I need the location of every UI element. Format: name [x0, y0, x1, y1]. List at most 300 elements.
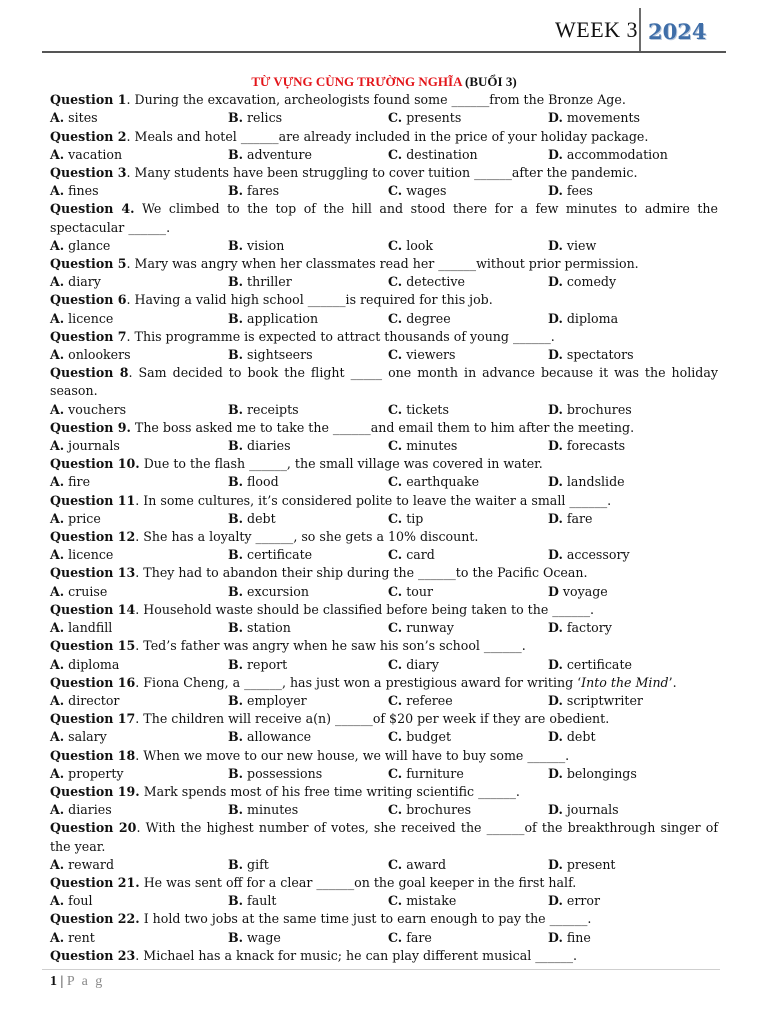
option-text: reward	[64, 856, 115, 872]
option-text: landslide	[562, 474, 625, 490]
options-row	[50, 892, 718, 910]
option-a	[50, 310, 228, 328]
question-15	[50, 637, 718, 655]
option-letter: A.	[50, 692, 65, 708]
option-text: flood	[243, 474, 279, 490]
question-text: . They had to abandon their ship during the ______to the Pacific Ocean.	[135, 565, 588, 581]
question-10	[50, 455, 718, 473]
option-b	[228, 929, 388, 947]
option-text: cruise	[64, 583, 108, 599]
options-row	[50, 310, 718, 328]
option-d	[548, 109, 718, 127]
option-letter: B.	[228, 183, 244, 199]
question-1	[50, 91, 718, 109]
option-letter: C.	[388, 438, 403, 454]
option-b	[228, 346, 388, 364]
option-letter: A.	[50, 893, 65, 909]
option-letter: B.	[228, 856, 244, 872]
option-letter: A.	[50, 656, 65, 672]
question-text: . Household waste should be classified before being taken to the ______.	[135, 601, 595, 617]
option-text: vision	[243, 237, 285, 253]
option-c	[388, 146, 548, 164]
option-letter: B.	[228, 692, 244, 708]
option-letter: D.	[548, 620, 563, 636]
option-d	[548, 801, 718, 819]
option-a	[50, 728, 228, 746]
option-letter: A.	[50, 183, 65, 199]
option-a	[50, 237, 228, 255]
option-text: fines	[64, 183, 99, 199]
option-text: presents	[402, 110, 462, 126]
option-text: fault	[243, 893, 277, 909]
option-text: diary	[402, 656, 439, 672]
option-letter: A.	[50, 237, 65, 253]
question-8	[50, 364, 718, 400]
question-12	[50, 528, 718, 546]
option-letter: B.	[228, 110, 244, 126]
question-text: . The children will receive a(n) ______of $20 per week if they are obedient.	[135, 711, 610, 727]
option-letter: D	[548, 583, 559, 599]
question-text: He was sent off for a clear ______on the goal keeper in the first half.	[139, 874, 577, 890]
option-letter: A.	[50, 583, 65, 599]
option-c	[388, 801, 548, 819]
question-label: Question 14	[50, 601, 136, 617]
option-a	[50, 109, 228, 127]
question-23	[50, 947, 718, 965]
option-letter: D.	[548, 893, 563, 909]
option-text: licence	[64, 310, 114, 326]
option-b	[228, 146, 388, 164]
worksheet-body	[50, 73, 718, 965]
options-row	[50, 929, 718, 947]
question-13	[50, 564, 718, 582]
option-letter: C.	[388, 929, 403, 945]
option-text: minutes	[402, 438, 458, 454]
options-row	[50, 437, 718, 455]
option-b	[228, 510, 388, 528]
option-text: voyage	[558, 583, 608, 599]
option-letter: B.	[228, 510, 244, 526]
option-d	[548, 583, 718, 601]
option-text: sites	[64, 110, 98, 126]
option-d	[548, 237, 718, 255]
question-label: Question 7	[50, 328, 127, 344]
option-c	[388, 619, 548, 637]
option-text: fine	[562, 929, 591, 945]
option-text: vouchers	[64, 401, 127, 417]
option-c	[388, 437, 548, 455]
option-text: gift	[243, 856, 269, 872]
option-letter: C.	[388, 474, 403, 490]
option-letter: B.	[228, 729, 244, 745]
question-label: Question 12	[50, 529, 136, 545]
option-text: certificate	[562, 656, 632, 672]
option-text: salary	[64, 729, 107, 745]
option-text: sightseers	[243, 347, 313, 363]
question-2	[50, 128, 718, 146]
option-a	[50, 401, 228, 419]
option-b	[228, 109, 388, 127]
title-session: (BUỔI 3)	[465, 74, 517, 89]
question-text: . Michael has a knack for music; he can play different musical ______.	[135, 947, 578, 963]
option-c	[388, 182, 548, 200]
option-letter: A.	[50, 347, 65, 363]
option-letter: B.	[228, 547, 244, 563]
question-22	[50, 910, 718, 928]
option-text: relics	[243, 110, 283, 126]
question-21	[50, 874, 718, 892]
option-a	[50, 801, 228, 819]
option-letter: A.	[50, 547, 65, 563]
option-letter: C.	[388, 802, 403, 818]
options-row	[50, 692, 718, 710]
option-letter: A.	[50, 620, 65, 636]
option-letter: C.	[388, 401, 403, 417]
question-16	[50, 674, 718, 692]
option-letter: C.	[388, 656, 403, 672]
option-a	[50, 546, 228, 564]
question-label: Question 11	[50, 492, 136, 508]
option-text: application	[243, 310, 319, 326]
option-text: fees	[562, 183, 593, 199]
option-text: spectators	[562, 347, 634, 363]
option-d	[548, 182, 718, 200]
option-letter: B.	[228, 438, 244, 454]
option-d	[548, 728, 718, 746]
options-row	[50, 856, 718, 874]
option-text: tip	[402, 510, 424, 526]
option-letter: D.	[548, 146, 563, 162]
question-text: . In some cultures, it’s considered polite to leave the waiter a small ______.	[135, 492, 612, 508]
title-main: TỪ VỰNG CÙNG TRƯỜNG NGHĨA	[251, 74, 462, 89]
option-d	[548, 929, 718, 947]
question-label: Question 10.	[50, 456, 140, 472]
header-rule	[42, 51, 726, 53]
options-row	[50, 583, 718, 601]
question-14	[50, 601, 718, 619]
option-letter: A.	[50, 510, 65, 526]
option-d	[548, 546, 718, 564]
option-text: licence	[64, 547, 114, 563]
option-text: station	[243, 620, 291, 636]
option-letter: B.	[228, 656, 244, 672]
option-letter: A.	[50, 274, 65, 290]
option-c	[388, 109, 548, 127]
option-text: diary	[64, 274, 101, 290]
option-text: factory	[562, 620, 612, 636]
option-b	[228, 728, 388, 746]
option-b	[228, 856, 388, 874]
option-a	[50, 437, 228, 455]
option-d	[548, 856, 718, 874]
option-text: error	[562, 893, 600, 909]
question-20	[50, 819, 718, 855]
question-4	[50, 200, 718, 236]
option-letter: D.	[548, 929, 563, 945]
option-c	[388, 892, 548, 910]
question-5	[50, 255, 718, 273]
option-letter: A.	[50, 802, 65, 818]
option-letter: B.	[228, 929, 244, 945]
question-label: Question 18	[50, 747, 136, 763]
question-label: Question 3	[50, 165, 127, 181]
options-row	[50, 237, 718, 255]
question-label: Question 8	[50, 365, 129, 381]
option-letter: C.	[388, 146, 403, 162]
option-letter: D.	[548, 347, 563, 363]
option-text: wage	[243, 929, 281, 945]
option-letter: D.	[548, 474, 563, 490]
option-letter: D.	[548, 401, 563, 417]
option-letter: A.	[50, 856, 65, 872]
question-text: . Sam decided to book the flight _____ one month in advance because it was the holiday season.	[50, 365, 718, 399]
question-label: Question 4.	[50, 201, 135, 217]
option-c	[388, 273, 548, 291]
options-row	[50, 473, 718, 491]
page-header	[0, 0, 768, 60]
option-b	[228, 692, 388, 710]
option-d	[548, 510, 718, 528]
option-a	[50, 765, 228, 783]
question-label: Question 16	[50, 674, 136, 690]
option-letter: B.	[228, 474, 244, 490]
option-a	[50, 182, 228, 200]
option-letter: C.	[388, 547, 403, 563]
option-a	[50, 856, 228, 874]
option-text: card	[402, 547, 435, 563]
option-d	[548, 273, 718, 291]
options-row	[50, 728, 718, 746]
option-text: tickets	[402, 401, 449, 417]
option-letter: D.	[548, 510, 563, 526]
question-3	[50, 164, 718, 182]
option-text: thriller	[243, 274, 292, 290]
option-text: landfill	[64, 620, 113, 636]
option-letter: D.	[548, 802, 563, 818]
question-18	[50, 747, 718, 765]
question-text-end: ’.	[668, 674, 677, 690]
option-text: onlookers	[64, 347, 131, 363]
option-text: diploma	[64, 656, 120, 672]
options-row	[50, 273, 718, 291]
page-number: 1	[50, 974, 57, 989]
question-label: Question 17	[50, 711, 136, 727]
option-text: possessions	[243, 765, 323, 781]
worksheet-title	[50, 73, 718, 91]
option-text: vacation	[64, 146, 123, 162]
option-letter: A.	[50, 729, 65, 745]
option-text: minutes	[243, 802, 299, 818]
question-text: . This programme is expected to attract thousands of young ______.	[126, 328, 555, 344]
option-a	[50, 929, 228, 947]
question-text: . With the highest number of votes, she received the ______of the breakthrough singer of the year.	[50, 820, 719, 854]
question-label: Question 20	[50, 820, 137, 836]
option-letter: A.	[50, 310, 65, 326]
option-d	[548, 892, 718, 910]
option-text: journals	[64, 438, 120, 454]
option-text: fire	[64, 474, 91, 490]
option-c	[388, 765, 548, 783]
option-letter: D.	[548, 274, 563, 290]
option-text: property	[64, 765, 124, 781]
question-text: . Having a valid high school ______is required for this job.	[126, 292, 493, 308]
option-text: fare	[402, 929, 432, 945]
option-d	[548, 473, 718, 491]
option-text: furniture	[402, 765, 464, 781]
option-text: brochures	[402, 802, 472, 818]
option-letter: B.	[228, 765, 244, 781]
option-d	[548, 346, 718, 364]
question-text: . Many students have been struggling to cover tuition ______after the pandemic.	[126, 165, 638, 181]
option-letter: B.	[228, 347, 244, 363]
option-c	[388, 656, 548, 674]
option-text: tour	[402, 583, 433, 599]
option-letter: C.	[388, 893, 403, 909]
option-text: diaries	[243, 438, 291, 454]
options-row	[50, 801, 718, 819]
question-label: Question 22.	[50, 911, 140, 927]
option-letter: B.	[228, 146, 244, 162]
option-letter: B.	[228, 583, 244, 599]
options-row	[50, 656, 718, 674]
question-label: Question 1	[50, 92, 127, 108]
option-letter: D.	[548, 656, 563, 672]
option-letter: B.	[228, 237, 244, 253]
option-text: viewers	[402, 347, 456, 363]
option-text: foul	[64, 893, 93, 909]
option-letter: C.	[388, 347, 403, 363]
option-letter: C.	[388, 583, 403, 599]
option-text: receipts	[243, 401, 299, 417]
question-text: Mark spends most of his free time writing scientific ______.	[139, 783, 520, 799]
option-text: detective	[402, 274, 465, 290]
option-letter: D.	[548, 183, 563, 199]
option-d	[548, 692, 718, 710]
option-text: degree	[402, 310, 451, 326]
option-c	[388, 237, 548, 255]
option-letter: C.	[388, 310, 403, 326]
option-b	[228, 656, 388, 674]
question-label: Question 19.	[50, 783, 140, 799]
option-c	[388, 692, 548, 710]
option-text: journals	[562, 802, 619, 818]
option-letter: D.	[548, 110, 563, 126]
question-label: Question 6	[50, 292, 127, 308]
option-d	[548, 619, 718, 637]
option-text: certificate	[243, 547, 313, 563]
option-text: excursion	[243, 583, 309, 599]
option-letter: C.	[388, 274, 403, 290]
option-text: comedy	[562, 274, 617, 290]
option-a	[50, 619, 228, 637]
option-c	[388, 473, 548, 491]
option-b	[228, 237, 388, 255]
option-text: belongings	[562, 765, 637, 781]
option-text: scriptwriter	[562, 692, 643, 708]
options-row	[50, 510, 718, 528]
option-a	[50, 692, 228, 710]
option-d	[548, 146, 718, 164]
option-letter: D.	[548, 729, 563, 745]
option-d	[548, 765, 718, 783]
option-text: fare	[562, 510, 593, 526]
question-title-italic: Into the Mind	[581, 674, 669, 690]
option-letter: B.	[228, 310, 244, 326]
year-label: 2024	[648, 19, 707, 44]
question-6	[50, 291, 718, 309]
option-c	[388, 546, 548, 564]
question-17	[50, 710, 718, 728]
option-b	[228, 801, 388, 819]
option-c	[388, 583, 548, 601]
question-text: The boss asked me to take the ______and email them to him after the meeting.	[130, 419, 635, 435]
options-row	[50, 619, 718, 637]
option-c	[388, 310, 548, 328]
option-b	[228, 619, 388, 637]
option-text: director	[64, 692, 120, 708]
option-text: accessory	[562, 547, 630, 563]
option-text: rent	[64, 929, 95, 945]
options-row	[50, 765, 718, 783]
option-c	[388, 510, 548, 528]
header-divider	[639, 8, 641, 52]
week-label: WEEK 3	[555, 17, 639, 42]
option-d	[548, 310, 718, 328]
option-a	[50, 510, 228, 528]
option-c	[388, 929, 548, 947]
question-label: Question 23	[50, 947, 136, 963]
option-letter: D.	[548, 856, 563, 872]
option-b	[228, 583, 388, 601]
question-text: We climbed to the top of the hill and stood there for a few minutes to admire the spectacular ______.	[50, 201, 718, 235]
option-letter: A.	[50, 438, 65, 454]
option-text: diaries	[64, 802, 112, 818]
options-row	[50, 146, 718, 164]
option-text: runway	[402, 620, 454, 636]
footer-rule	[42, 969, 720, 970]
option-letter: D.	[548, 765, 563, 781]
option-text: glance	[64, 237, 111, 253]
option-letter: C.	[388, 856, 403, 872]
option-letter: C.	[388, 729, 403, 745]
option-letter: C.	[388, 237, 403, 253]
option-b	[228, 546, 388, 564]
option-letter: A.	[50, 110, 65, 126]
option-a	[50, 656, 228, 674]
option-text: allowance	[243, 729, 312, 745]
page-footer	[50, 974, 104, 990]
question-text: . Mary was angry when her classmates read her ______without prior permission.	[126, 256, 639, 272]
option-b	[228, 273, 388, 291]
option-a	[50, 146, 228, 164]
option-text: mistake	[402, 893, 457, 909]
question-label: Question 21.	[50, 874, 140, 890]
question-19	[50, 783, 718, 801]
option-letter: D.	[548, 438, 563, 454]
option-letter: C.	[388, 183, 403, 199]
option-b	[228, 765, 388, 783]
option-letter: A.	[50, 765, 65, 781]
option-letter: D.	[548, 237, 563, 253]
option-text: price	[64, 510, 101, 526]
option-letter: A.	[50, 146, 65, 162]
option-letter: A.	[50, 929, 65, 945]
option-text: wages	[402, 183, 447, 199]
option-a	[50, 892, 228, 910]
option-a	[50, 273, 228, 291]
question-label: Question 2	[50, 128, 127, 144]
question-text: I hold two jobs at the same time just to earn enough to pay the ______.	[139, 911, 592, 927]
